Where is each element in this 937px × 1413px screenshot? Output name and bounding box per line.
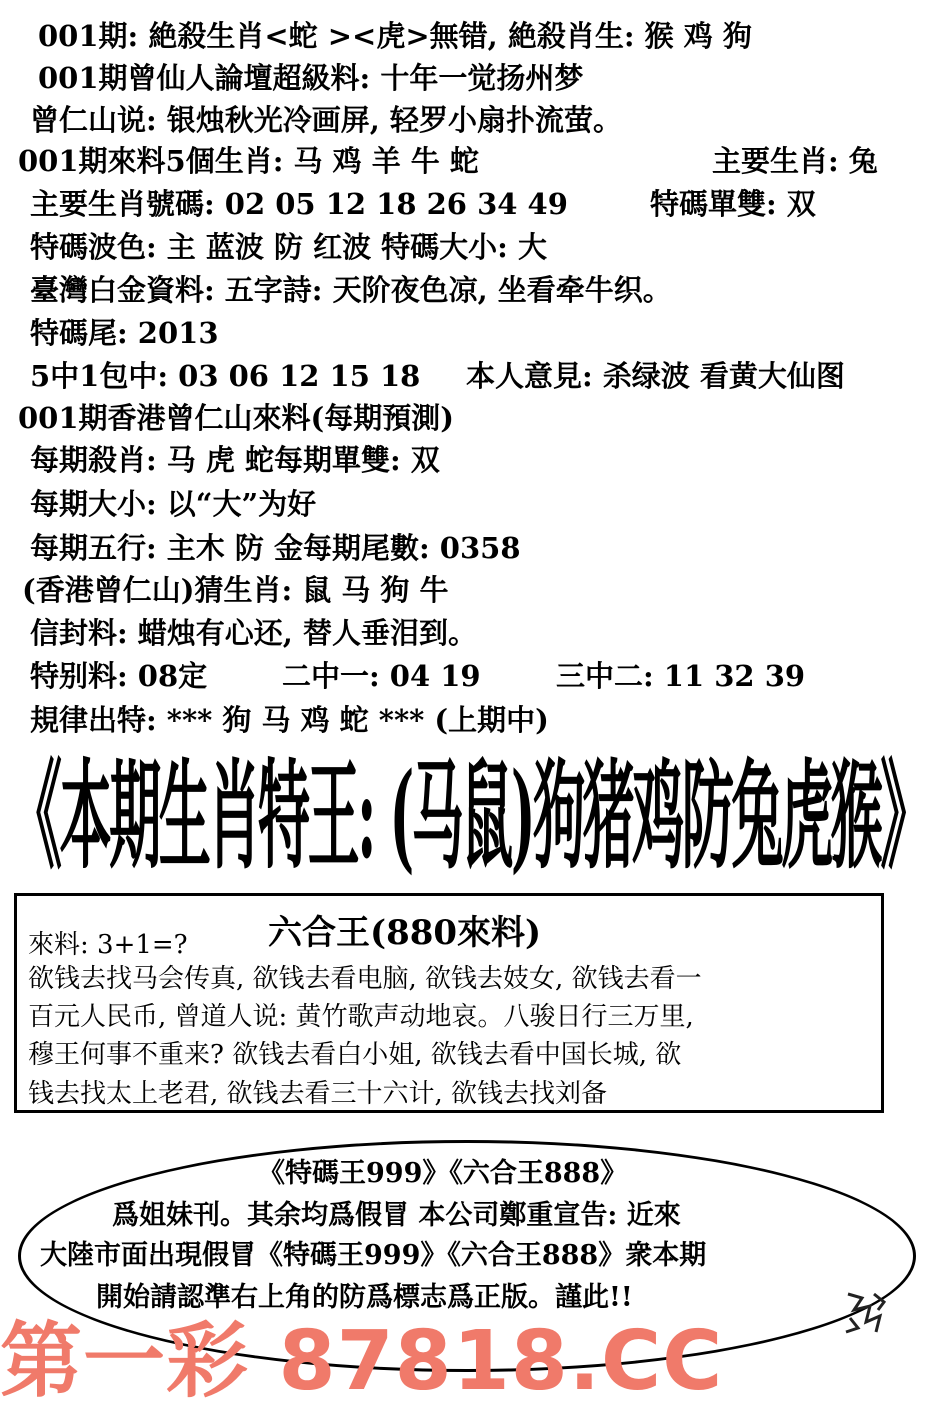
line-special-material: 特别料: 08定 bbox=[30, 659, 208, 693]
line-wave-color: 特碼波色: 主 蓝波 防 红波 特碼大小: 大 bbox=[30, 230, 547, 264]
notice-line: 大陸市面出現假冒《特碼王999》《六合王888》衆本期 bbox=[40, 1240, 707, 1271]
notice-line: 爲姐妹刊。其余均爲假冒 本公司鄭重宣告: 近來 bbox=[112, 1200, 681, 1231]
line-size: 每期大小: 以“大”为好 bbox=[30, 487, 317, 521]
line-five-elements: 每期五行: 主木 防 金每期尾數: 0358 bbox=[30, 531, 521, 565]
site-watermark: 第一彩 87818.CC bbox=[0, 1314, 724, 1409]
line-personal-opinion: 本人意見: 杀绿波 看黄大仙图 bbox=[466, 359, 845, 393]
line-main-numbers: 主要生肖號碼: 02 05 12 18 26 34 49 bbox=[30, 187, 568, 221]
box-line: 穆王何事不重来? 欲钱去看白小姐, 欲钱去看中国长城, 欲 bbox=[28, 1040, 682, 1070]
line-zeng-says: 曾仁山说: 银烛秋光冷画屏, 轻罗小扇扑流萤。 bbox=[30, 103, 622, 137]
box-line: 百元人民币, 曾道人说: 黄竹歌声动地哀。八骏日行三万里, bbox=[28, 1002, 694, 1032]
headline-banner: 《本期生肖特王: (马鼠)狗猪鸡防兔虎猴》 bbox=[10, 746, 930, 885]
line-five-zodiacs: 001期來料5個生肖: 马 鸡 羊 牛 蛇 bbox=[18, 144, 479, 178]
box-line: 钱去找太上老君, 欲钱去看三十六计, 欲钱去找刘备 bbox=[28, 1079, 608, 1109]
box-line: 來料: 3+1=? bbox=[28, 930, 188, 960]
line-tail-number: 特碼尾: 2013 bbox=[30, 316, 219, 350]
line-hk-material: 001期香港曾仁山來料(每期預測) bbox=[18, 401, 454, 435]
line-three-pick-two: 三中二: 11 32 39 bbox=[556, 659, 806, 693]
line-forum-material: 001期曾仙人論壇超級料: 十年一觉扬州梦 bbox=[38, 61, 584, 95]
anti-fake-stamp-icon bbox=[840, 1288, 890, 1338]
line-envelope: 信封料: 蜡烛有心还, 替人垂泪到。 bbox=[30, 616, 477, 650]
line-guess-zodiac: (香港曾仁山)猜生肖: 鼠 马 狗 牛 bbox=[22, 573, 449, 607]
line-odd-even: 特碼單雙: 双 bbox=[650, 187, 816, 221]
notice-line: 《特碼王999》《六合王888》 bbox=[258, 1158, 628, 1189]
line-two-pick-one: 二中一: 04 19 bbox=[282, 659, 481, 693]
notice-line: 開始請認準右上角的防爲標志爲正版。謹此!! bbox=[96, 1282, 633, 1313]
line-main-zodiac: 主要生肖: 兔 bbox=[712, 144, 878, 178]
line-kill-zodiac-each: 每期殺肖: 马 虎 蛇每期單雙: 双 bbox=[30, 443, 440, 477]
line-001-kill-zodiac: 001期: 絶殺生肖<蛇 ><虎>無错, 絶殺肖生: 猴 鸡 狗 bbox=[38, 19, 752, 53]
box-line: 欲钱去找马会传真, 欲钱去看电脑, 欲钱去妓女, 欲钱去看一 bbox=[28, 964, 702, 994]
line-taiwan-poem: 臺灣白金資料: 五字詩: 天阶夜色凉, 坐看牵牛织。 bbox=[30, 273, 672, 307]
line-five-pick-one: 5中1包中: 03 06 12 15 18 bbox=[30, 359, 421, 393]
line-rule-special: 規律出特: *** 狗 马 鸡 蛇 *** (上期中) bbox=[30, 703, 549, 737]
box-title: 六合王(880來料) bbox=[268, 913, 542, 953]
